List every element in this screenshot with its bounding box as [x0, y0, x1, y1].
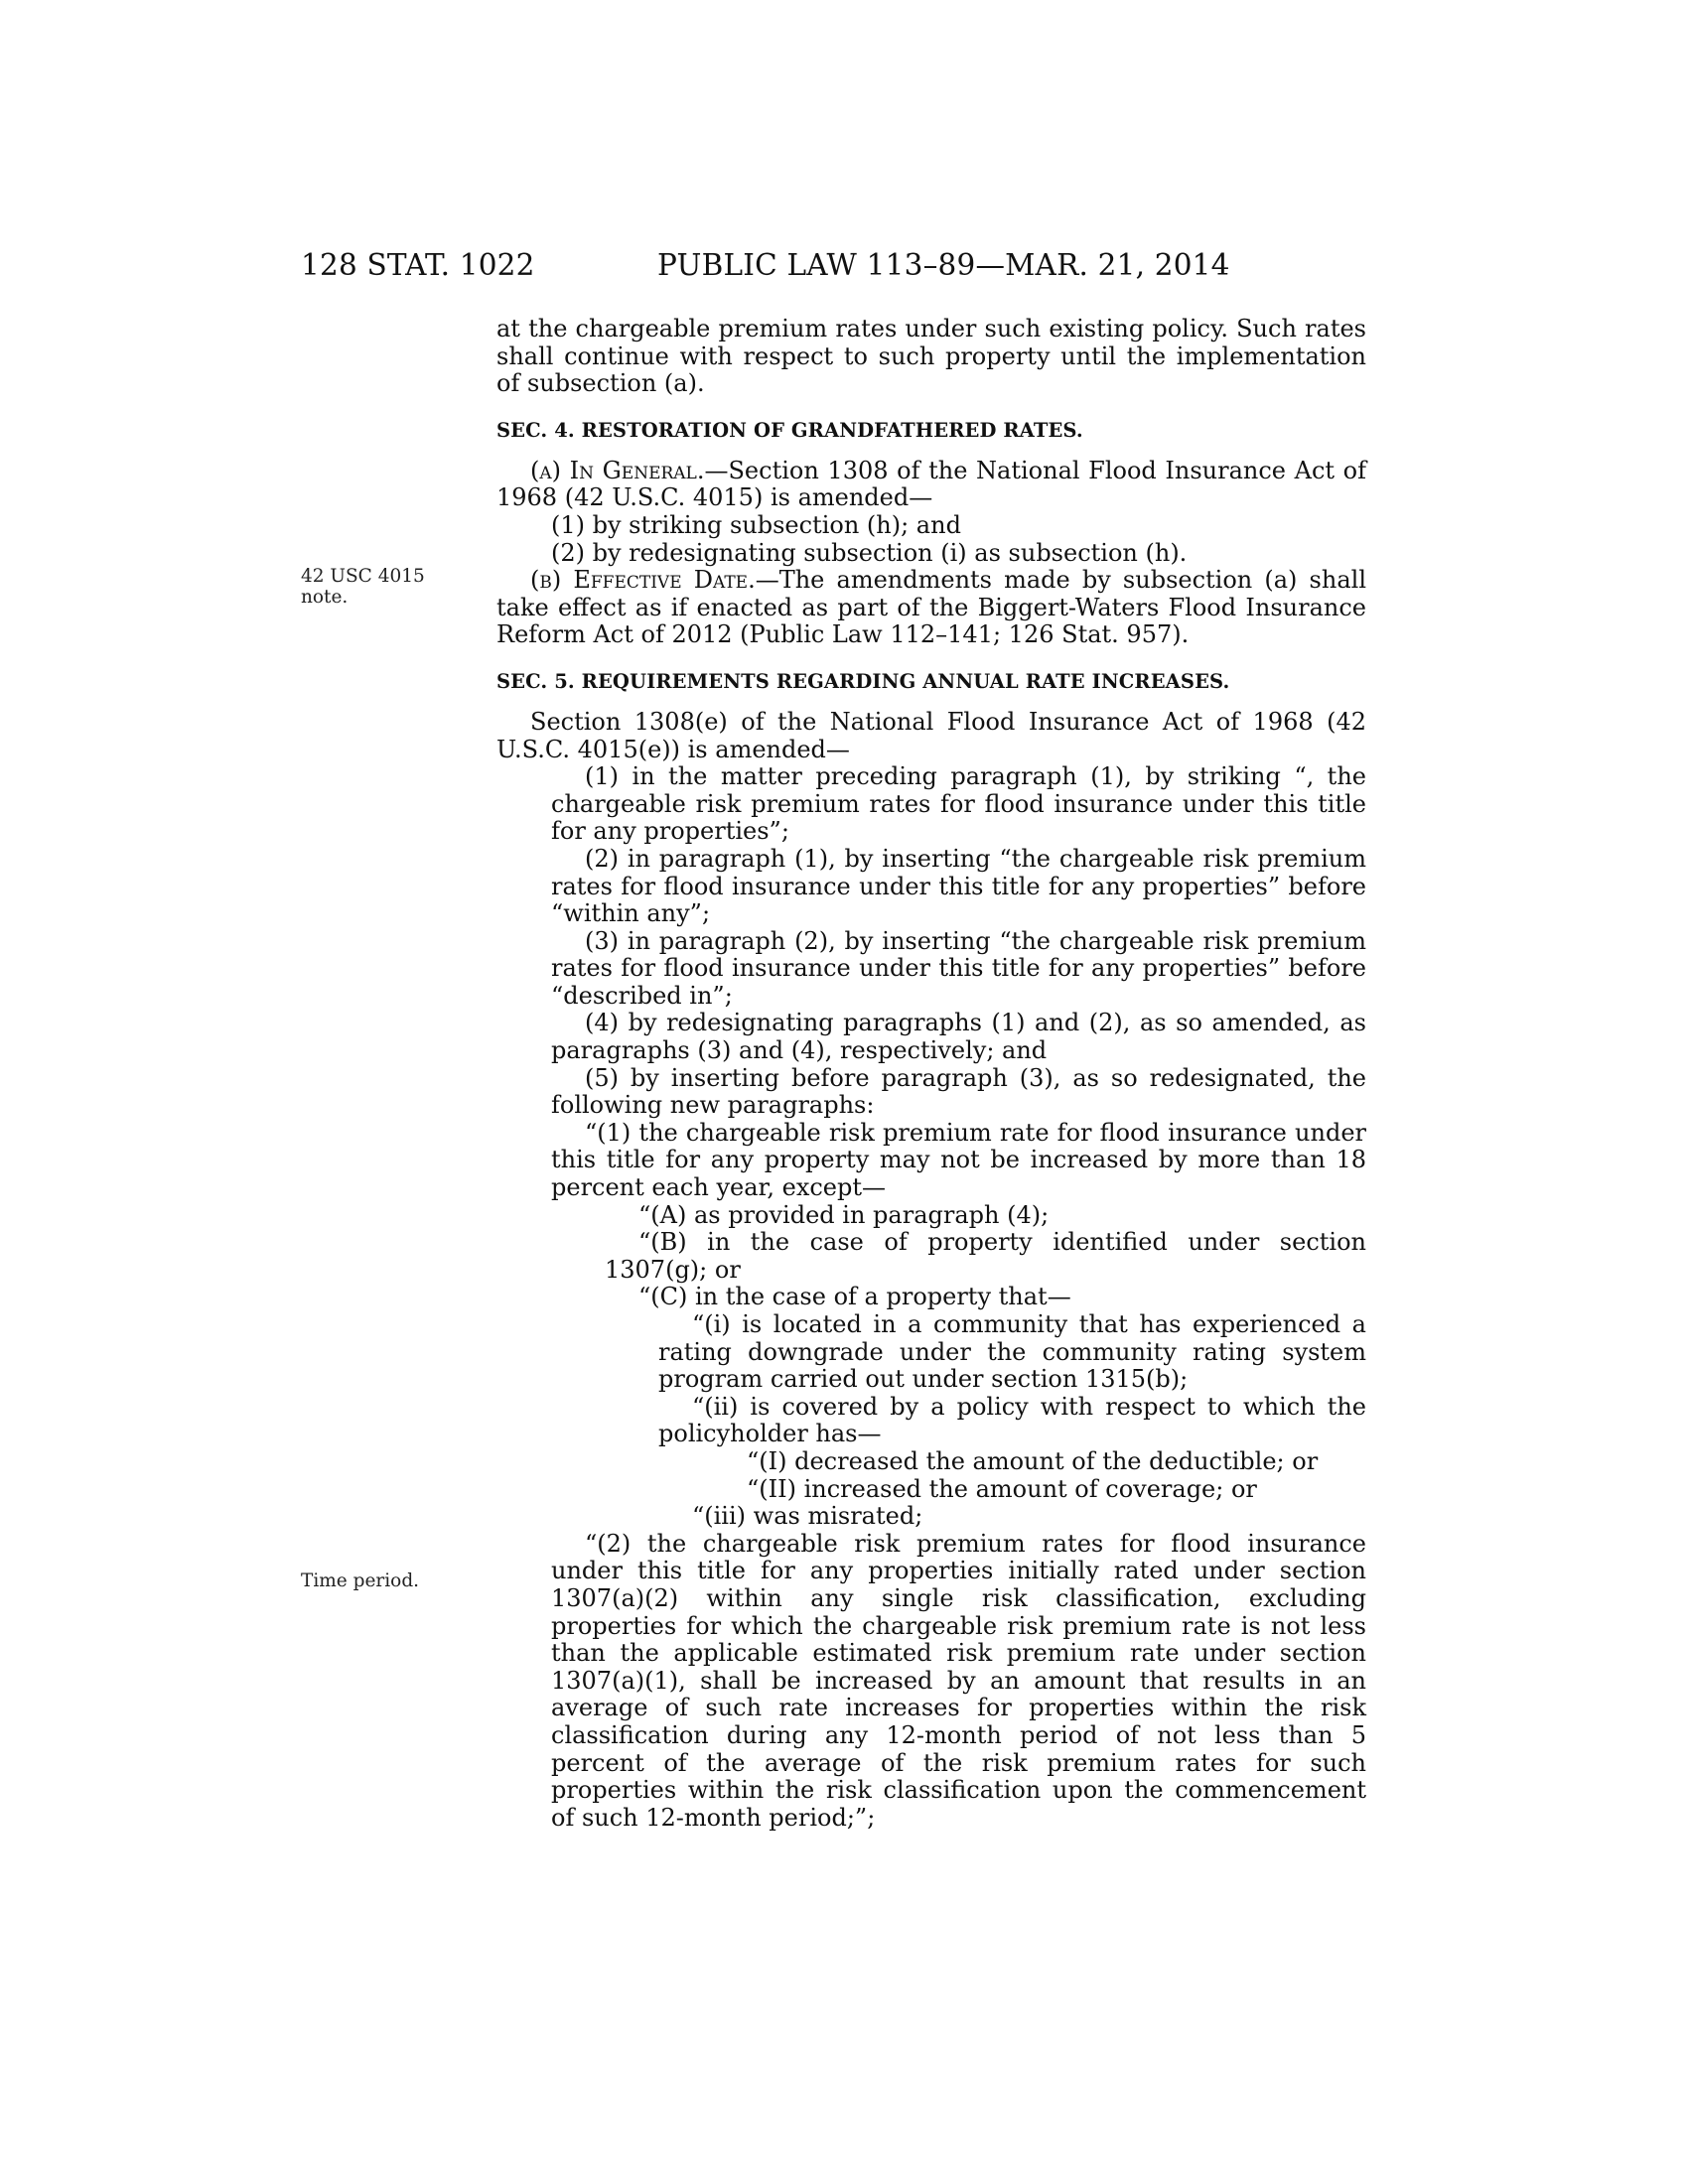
quoted-paragraph-1: “(1) the chargeable risk premium rate for flood insurance under this title for any property may not be increased by more than 18 percent each year, except— [551, 1118, 1366, 1202]
margin-note-time-period: Time period. [301, 1570, 420, 1591]
section-5-intro: Section 1308(e) of the National Flood Insurance Act of 1968 (42 U.S.C. 4015(e)) is amended— [496, 707, 1366, 763]
margin-note-usc-line1: 42 USC 4015 [301, 566, 425, 587]
section-5-item-2: (2) in paragraph (1), by inserting “the chargeable risk premium rates for flood insurance under this title for any properties” before “within any”; [551, 844, 1366, 928]
quoted-clause-ii: “(ii) is covered by a policy with respect to which the policyholder has— [658, 1392, 1366, 1448]
section-4-item-1: (1) by striking subsection (h); and [551, 510, 961, 539]
section-4-item-2: (2) by redesignating subsection (i) as subsection (h). [551, 538, 1188, 567]
section-4-subsection-a [496, 458, 1366, 512]
subsection-b-label: (b) Effective Date. [530, 566, 756, 595]
running-header-title: PUBLIC LAW 113–89—MAR. 21, 2014 [657, 248, 1230, 282]
section-4-heading: SEC. 4. RESTORATION OF GRANDFATHERED RATES. [496, 418, 1083, 442]
subsection-a-text: —Section 1308 of the National Flood Insurance Act of 1968 (42 U.S.C. 4015) is amended— [496, 456, 1366, 512]
quoted-subclause-II: “(II) increased the amount of coverage; or [747, 1474, 1257, 1503]
section-5-heading: SEC. 5. REQUIREMENTS REGARDING ANNUAL RATE INCREASES. [496, 669, 1230, 693]
continuation-paragraph: at the chargeable premium rates under such existing policy. Such rates shall continue with respect to such property until the implementation of subsection (a). [496, 315, 1366, 398]
page-number-stat: 128 STAT. 1022 [301, 248, 535, 282]
quoted-clause-i: “(i) is located in a community that has experienced a rating downgrade under the community rating system program carried out under section 1315(b); [658, 1310, 1366, 1394]
margin-note-usc-line2: note. [301, 587, 349, 608]
section-4-subsection-b [496, 567, 1366, 649]
section-5-item-4: (4) by redesignating paragraphs (1) and (2), as so amended, as paragraphs (3) and (4), respectively; and [551, 1009, 1366, 1065]
quoted-subparagraph-C: “(C) in the case of a property that— [638, 1283, 1071, 1311]
quoted-subparagraph-A: “(A) as provided in paragraph (4); [638, 1200, 1050, 1229]
margin-note-usc [301, 566, 425, 608]
body-column [496, 316, 1366, 1832]
subsection-b-text: —The amendments made by subsection (a) shall take effect as if enacted as part of the Biggert-Waters Flood Insurance Reform Act of 2012 (Public Law 112–141; 126 Stat. 957). [496, 566, 1366, 649]
quoted-subclause-I: “(I) decreased the amount of the deductible; or [747, 1446, 1319, 1475]
section-5-item-3: (3) in paragraph (2), by inserting “the chargeable risk premium rates for flood insurance under this title for any properties” before “described in”; [551, 926, 1366, 1010]
quoted-clause-iii: “(iii) was misrated; [692, 1502, 923, 1531]
section-5-item-1: (1) in the matter preceding paragraph (1), by striking “, the chargeable risk premium rates for flood insurance under this title for any properties”; [551, 762, 1366, 846]
quoted-paragraph-2: “(2) the chargeable risk premium rates for flood insurance under this title for any properties initially rated under section 1307(a)(2) within any single risk classification, excluding properties for which the chargeable risk premium rate is not less than the applicable estimated risk premium rate under section 1307(a)(1), shall be increased by an amount that results in an average of such rate increases for properties within the risk classification during any 12-month period of not less than 5 percent of the average of the risk premium rates for such properties within the risk classification upon the commencement of such 12-month period;”; [551, 1529, 1366, 1832]
section-5-item-5: (5) by inserting before paragraph (3), as so redesignated, the following new paragraphs: [551, 1063, 1366, 1120]
subsection-a-label: (a) In General. [530, 456, 705, 484]
quoted-subparagraph-B: “(B) in the case of property identified under section 1307(g); or [605, 1228, 1366, 1284]
